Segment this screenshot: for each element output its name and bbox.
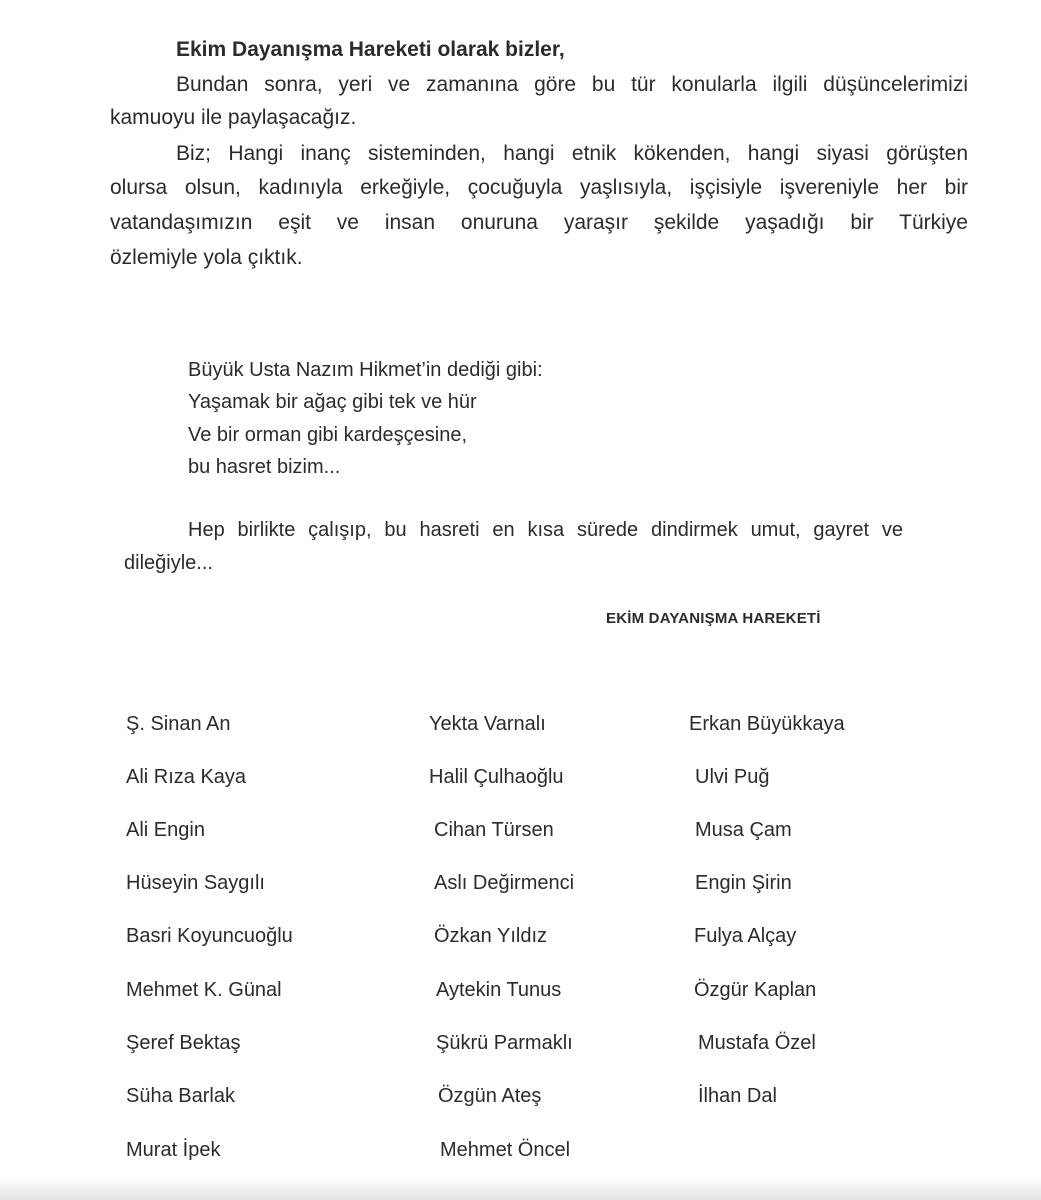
signatory-name: Ali Rıza Kaya	[126, 766, 247, 788]
closing-line2: dileğiyle...	[124, 552, 213, 574]
paragraph2-line4: özlemiyle yola çıktık.	[110, 246, 303, 269]
signatory-name: Şükrü Parmaklı	[436, 1032, 573, 1054]
signatory-name: Ulvi Puğ	[695, 766, 770, 788]
closing-line1: Hep birlikte çalışıp, bu hasreti en kısa sürede dindirmek umut, gayret ve	[188, 519, 903, 541]
signatory-name: Cihan Türsen	[434, 819, 554, 841]
signatory-name: Basri Koyuncuoğlu	[126, 925, 293, 947]
signatory-name: Şeref Bektaş	[126, 1032, 241, 1054]
signatory-name: Mehmet Öncel	[440, 1139, 571, 1161]
signature-title: EKİM DAYANIŞMA HAREKETİ	[606, 610, 821, 627]
signatory-name: Özgün Ateş	[438, 1085, 542, 1107]
document-heading: Ekim Dayanışma Hareketi olarak bizler,	[176, 38, 565, 61]
signatory-name: Özgür Kaplan	[694, 979, 817, 1001]
signatory-name: Halil Çulhaoğlu	[429, 766, 564, 788]
poem-line4: bu hasret bizim...	[188, 456, 341, 478]
paragraph1-line2: kamuoyu ile paylaşacağız.	[110, 106, 357, 129]
signatory-name: Musa Çam	[695, 819, 792, 841]
paragraph2-line1: Biz; Hangi inanç sisteminden, hangi etnik kökenden, hangi siyasi görüşten	[176, 142, 968, 165]
paragraph2-line2: olursa olsun, kadınıyla erkeğiyle, çocuğuyla yaşlısıyla, işçisiyle işvereniyle her bir	[110, 176, 968, 199]
signatory-name: Aslı Değirmenci	[434, 872, 575, 894]
poem-line3: Ve bir orman gibi kardeşçesine,	[188, 424, 468, 446]
signatory-name: İlhan Dal	[698, 1085, 777, 1107]
signatory-name: Ş. Sinan An	[126, 713, 231, 735]
signatory-name: Özkan Yıldız	[434, 925, 548, 947]
bottom-page-shadow	[0, 1178, 1041, 1200]
signatory-name: Mustafa Özel	[698, 1032, 816, 1054]
signatory-name: Ali Engin	[126, 819, 205, 841]
signatory-name: Fulya Alçay	[694, 925, 797, 947]
signatory-name: Süha Barlak	[126, 1085, 235, 1107]
signatory-name: Engin Şirin	[695, 872, 792, 894]
paragraph2-line3: vatandaşımızın eşit ve insan onuruna yaraşır şekilde yaşadığı bir Türkiye	[110, 211, 968, 234]
signatory-name: Aytekin Tunus	[436, 979, 562, 1001]
signatory-name: Yekta Varnalı	[429, 713, 546, 735]
paragraph1-line1: Bundan sonra, yeri ve zamanına göre bu tür konularla ilgili düşüncelerimizi	[176, 73, 968, 96]
poem-line1: Büyük Usta Nazım Hikmet’in dediği gibi:	[188, 359, 543, 381]
signatory-name: Hüseyin Saygılı	[126, 872, 265, 894]
signatory-name: Murat İpek	[126, 1139, 221, 1161]
signatory-name: Erkan Büyükkaya	[689, 713, 845, 735]
signatory-name: Mehmet K. Günal	[126, 979, 282, 1001]
poem-line2: Yaşamak bir ağaç gibi tek ve hür	[188, 391, 477, 413]
